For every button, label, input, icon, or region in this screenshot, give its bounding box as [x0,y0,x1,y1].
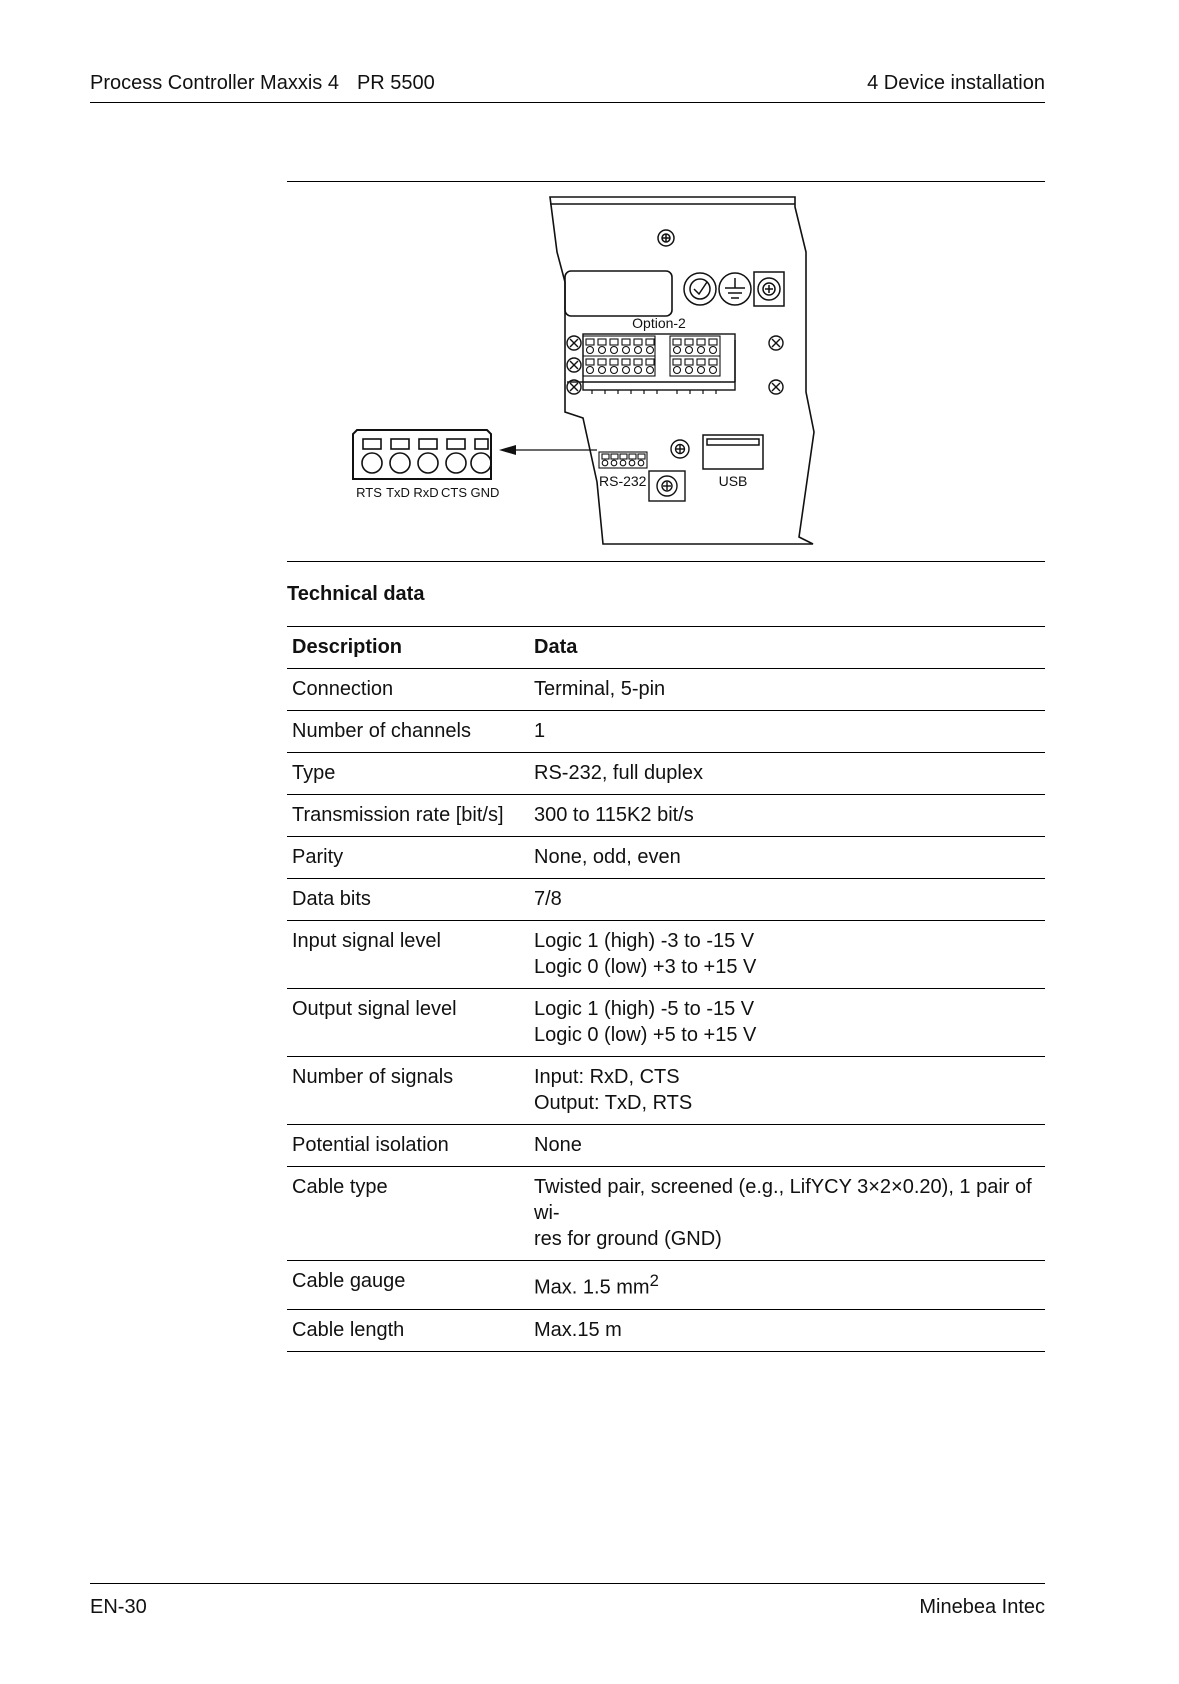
five-pin-terminal [353,430,491,479]
row-data-line: 1 [534,720,546,742]
table-row [287,669,1045,711]
usb-port [703,435,763,469]
row-data [529,879,1045,921]
pin-label-rxd: RxD [413,485,439,500]
header-left [90,72,435,95]
usb-label: USB [718,473,748,489]
row-data-line: Input: RxD, CTS [534,1066,680,1088]
row-data-line: 7/8 [534,888,562,910]
table-row [287,1057,1045,1125]
pin-label-txd: TxD [386,485,410,500]
rs232-connector-diagram [287,182,1045,561]
row-data-line: 300 to 115K2 bit/s [534,804,694,826]
table-row [287,989,1045,1057]
row-description: Output signal level [287,989,529,1057]
technical-data-table [287,626,1045,1352]
row-data [529,711,1045,753]
chapter-title: 4 Device installation [867,72,1045,94]
housing-outline [550,197,814,544]
option-terminal-block-left [583,336,655,376]
row-data-line: Terminal, 5-pin [534,678,666,700]
column-header-data: Data [529,627,1045,669]
rs232-label: RS-232 [599,473,647,489]
row-data [529,837,1045,879]
row-data [529,795,1045,837]
row-data-line: Output: TxD, RTS [534,1092,693,1114]
table-row [287,1309,1045,1351]
table-row [287,1261,1045,1310]
calibration-seal-icon [684,273,716,305]
row-data-line: Max. 1.5 mm [534,1276,650,1299]
row-description: Connection [287,669,529,711]
table-row [287,1125,1045,1167]
table-row [287,879,1045,921]
company-name: Minebea Intec [919,1596,1045,1618]
row-description: Type [287,753,529,795]
row-description: Cable type [287,1167,529,1261]
row-data [529,989,1045,1057]
row-data-line: Logic 1 (high) -5 to -15 V [534,998,755,1020]
row-data-line: Logic 0 (low) +5 to +15 V [534,1024,757,1046]
row-description: Cable gauge [287,1261,529,1310]
table-row [287,921,1045,989]
row-data [529,921,1045,989]
table-row [287,753,1045,795]
row-data [529,1167,1045,1261]
row-data-line: res for ground (GND) [534,1228,722,1250]
row-data-line: Logic 1 (high) -3 to -15 V [534,930,755,952]
display-window [565,271,672,316]
row-description: Number of signals [287,1057,529,1125]
row-description: Transmission rate [bit/s] [287,795,529,837]
table-row [287,1167,1045,1261]
device-figure [287,181,1045,562]
superscript: 2 [649,1271,659,1290]
table-row [287,711,1045,753]
pin-label-gnd: GND [470,485,500,500]
row-data-line: None, odd, even [534,846,681,868]
row-description: Potential isolation [287,1125,529,1167]
section-title: Technical data [287,583,425,605]
row-data [529,753,1045,795]
row-description: Input signal level [287,921,529,989]
row-data [529,669,1045,711]
row-data-line: Logic 0 (low) +3 to +15 V [534,956,757,978]
row-description: Number of channels [287,711,529,753]
ground-screw-icon [754,272,784,306]
row-data-line: None [534,1134,582,1156]
row-description: Data bits [287,879,529,921]
model-name: PR 5500 [356,72,435,94]
page-number: EN-30 [90,1596,147,1618]
row-data [529,1261,1045,1310]
ground-symbol-icon [719,273,751,305]
page-footer [90,1583,1045,1624]
row-data-line: Twisted pair, screened (e.g., LifYCY 3×2×0.20), 1 pair of wi- [534,1176,1032,1224]
top-screw-icon [658,230,674,246]
connection-arrow [499,445,597,455]
row-data-line: Max.15 m [534,1318,622,1341]
option-2-board [567,334,735,390]
row-description: Parity [287,837,529,879]
table-header-row [287,627,1045,669]
column-header-description: Description [287,627,529,669]
row-data [529,1309,1045,1351]
rs232-onboard-connector [599,452,647,468]
row-data [529,1125,1045,1167]
product-name: Process Controller Maxxis 4 [90,72,339,94]
option-terminal-block-right [670,336,720,376]
pin-label-cts: CTS [441,485,467,500]
pin-label-rts: RTS [356,485,382,500]
row-data [529,1057,1045,1125]
row-description: Cable length [287,1309,529,1351]
page-header [90,66,1045,103]
option-2-label: Option-2 [632,315,686,331]
row-data-line: RS-232, full duplex [534,762,703,784]
table-row [287,837,1045,879]
terminal-pin-labels [356,485,499,500]
rs232-ground-screw-icon [649,471,685,501]
table-row [287,795,1045,837]
center-screw-icon [671,440,689,458]
